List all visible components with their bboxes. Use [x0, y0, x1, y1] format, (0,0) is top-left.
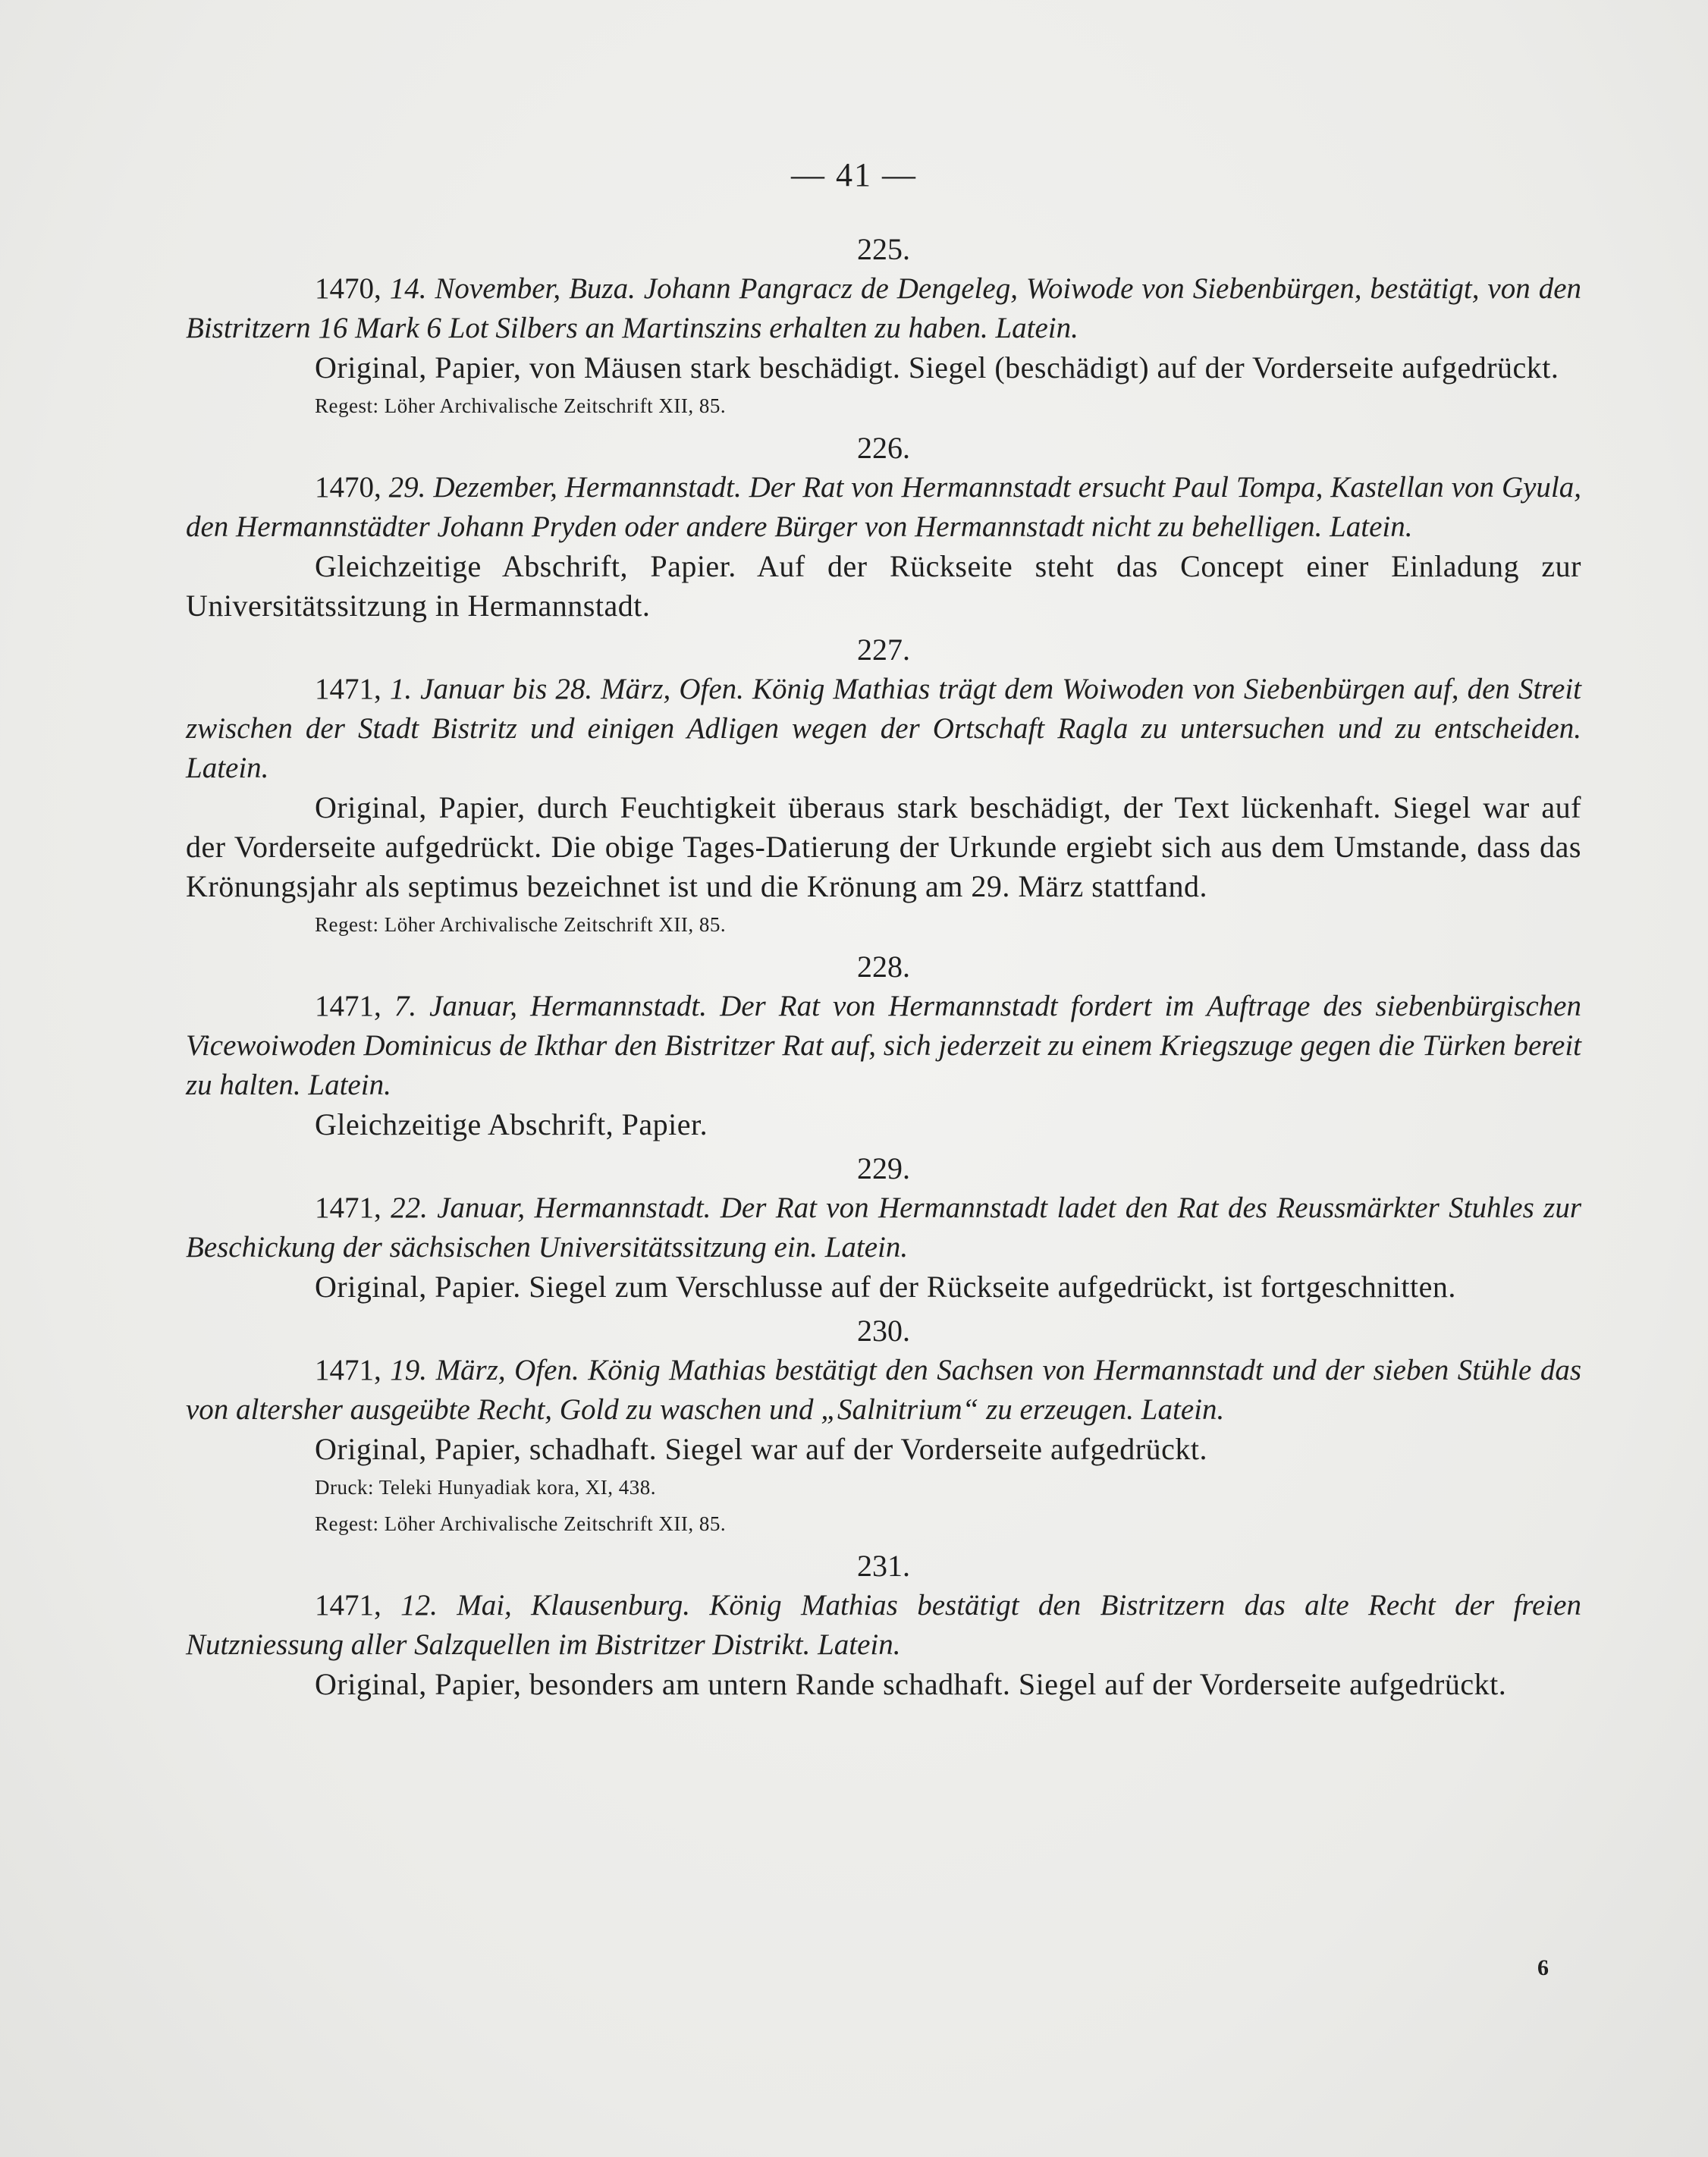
entry-231	[186, 1548, 1581, 1704]
entry-summary	[186, 1351, 1581, 1430]
entry-note: Gleichzeitige Abschrift, Papier. Auf der Rückseite steht das Concept einer Einladung zur Universitätssitzung in Hermannstadt.	[186, 549, 1581, 623]
entry-reference: Regest: Löher Archivalische Zeitschrift XII, 85.	[315, 394, 727, 417]
entry-summary	[186, 269, 1581, 348]
entry-number: 227.	[857, 633, 910, 667]
entry-229	[186, 1151, 1581, 1307]
entry-note: Original, Papier. Siegel zum Verschlusse auf der Rückseite aufgedrückt, ist fortgeschnitten.	[315, 1270, 1456, 1304]
entry-year: 1470,	[315, 272, 381, 305]
entry-227	[186, 632, 1581, 943]
entry-number: 226.	[857, 431, 910, 465]
entry-230	[186, 1313, 1581, 1542]
entry-note: Original, Papier, von Mäusen stark beschädigt. Siegel (beschädigt) auf der Vorderseite aufgedrückt.	[315, 350, 1559, 385]
entry-note: Original, Papier, besonders am untern Rande schadhaft. Siegel auf der Vorderseite aufgedrückt.	[315, 1667, 1507, 1701]
entry-number: 231.	[857, 1549, 910, 1583]
entry-year: 1471,	[315, 1354, 381, 1386]
entry-year: 1471,	[315, 673, 381, 705]
summary-text: 7. Januar, Hermannstadt. Der Rat von Hermannstadt fordert im Auftrage des siebenbürgischen Vicewoiwoden Dominicus de Ikthar den Bistritzer Rat auf, sich jederzeit zu einem Kriegszuge gegen die Türken bereit zu halten. Latein.	[186, 990, 1581, 1101]
entry-summary	[186, 468, 1581, 547]
entry-note: Original, Papier, durch Feuchtigkeit überaus stark beschädigt, der Text lückenhaft. Siegel war auf der Vorderseite aufgedrückt. Die obige Tages-Datierung der Urkunde ergiebt sich aus dem Umstande, dass das Krönungsjahr als septimus bezeichnet ist und die Krönung am 29. März stattfand.	[186, 790, 1581, 903]
entry-summary	[186, 1188, 1581, 1267]
entry-228	[186, 949, 1581, 1144]
entry-summary	[186, 1586, 1581, 1665]
entry-number: 230.	[857, 1314, 910, 1348]
entry-reference: Regest: Löher Archivalische Zeitschrift XII, 85.	[315, 1512, 727, 1535]
summary-text: 19. März, Ofen. König Mathias bestätigt den Sachsen von Hermannstadt und der sieben Stühle das von altersher ausgeübte Recht, Gold zu waschen und „Salnitrium“ zu erzeugen. Latein.	[186, 1354, 1581, 1426]
entry-number: 225.	[857, 232, 910, 266]
entry-number: 228.	[857, 950, 910, 984]
summary-text: 12. Mai, Klausenburg. König Mathias bestätigt den Bistritzern das alte Recht der freien Nutzniessung aller Salzquellen im Bistritzer Distrikt. Latein.	[186, 1589, 1581, 1661]
summary-text: 29. Dezember, Hermannstadt. Der Rat von Hermannstadt ersucht Paul Tompa, Kastellan von Gyula, den Hermannstädter Johann Pryden oder andere Bürger von Hermannstadt nicht zu behelligen. Latein.	[186, 471, 1582, 543]
page-number: — 41 —	[791, 156, 917, 193]
entry-year: 1470,	[315, 471, 381, 504]
summary-text: 22. Januar, Hermannstadt. Der Rat von Hermannstadt ladet den Rat des Reussmärkter Stuhles zur Beschickung der sächsischen Universitätssitzung ein. Latein.	[186, 1192, 1581, 1264]
summary-text: 1. Januar bis 28. März, Ofen. König Mathias trägt dem Woiwoden von Siebenbürgen auf, den Streit zwischen der Stadt Bistritz und einigen Adligen wegen der Ortschaft Ragla zu untersuchen und zu entscheiden. Latein.	[186, 673, 1582, 784]
signature-mark: 6	[1537, 1955, 1549, 1980]
entry-summary	[186, 670, 1581, 788]
entry-note: Original, Papier, schadhaft. Siegel war auf der Vorderseite aufgedrückt.	[315, 1432, 1207, 1466]
entry-summary	[186, 987, 1581, 1105]
summary-text: 14. November, Buza. Johann Pangracz de Dengeleg, Woiwode von Siebenbürgen, bestätigt, von den Bistritzern 16 Mark 6 Lot Silbers an Martinszins erhalten zu haben. Latein.	[186, 272, 1582, 344]
entry-year: 1471,	[315, 1192, 381, 1224]
entry-reference: Regest: Löher Archivalische Zeitschrift XII, 85.	[315, 913, 727, 936]
entry-year: 1471,	[315, 990, 381, 1022]
entry-print-reference: Druck: Teleki Hunyadiak kora, XI, 438.	[315, 1476, 656, 1499]
entry-226	[186, 430, 1581, 626]
entry-note: Gleichzeitige Abschrift, Papier.	[315, 1107, 708, 1141]
entry-225	[186, 231, 1581, 424]
entry-year: 1471,	[315, 1589, 381, 1622]
text-column	[186, 231, 1581, 1704]
entry-number: 229.	[857, 1151, 910, 1185]
